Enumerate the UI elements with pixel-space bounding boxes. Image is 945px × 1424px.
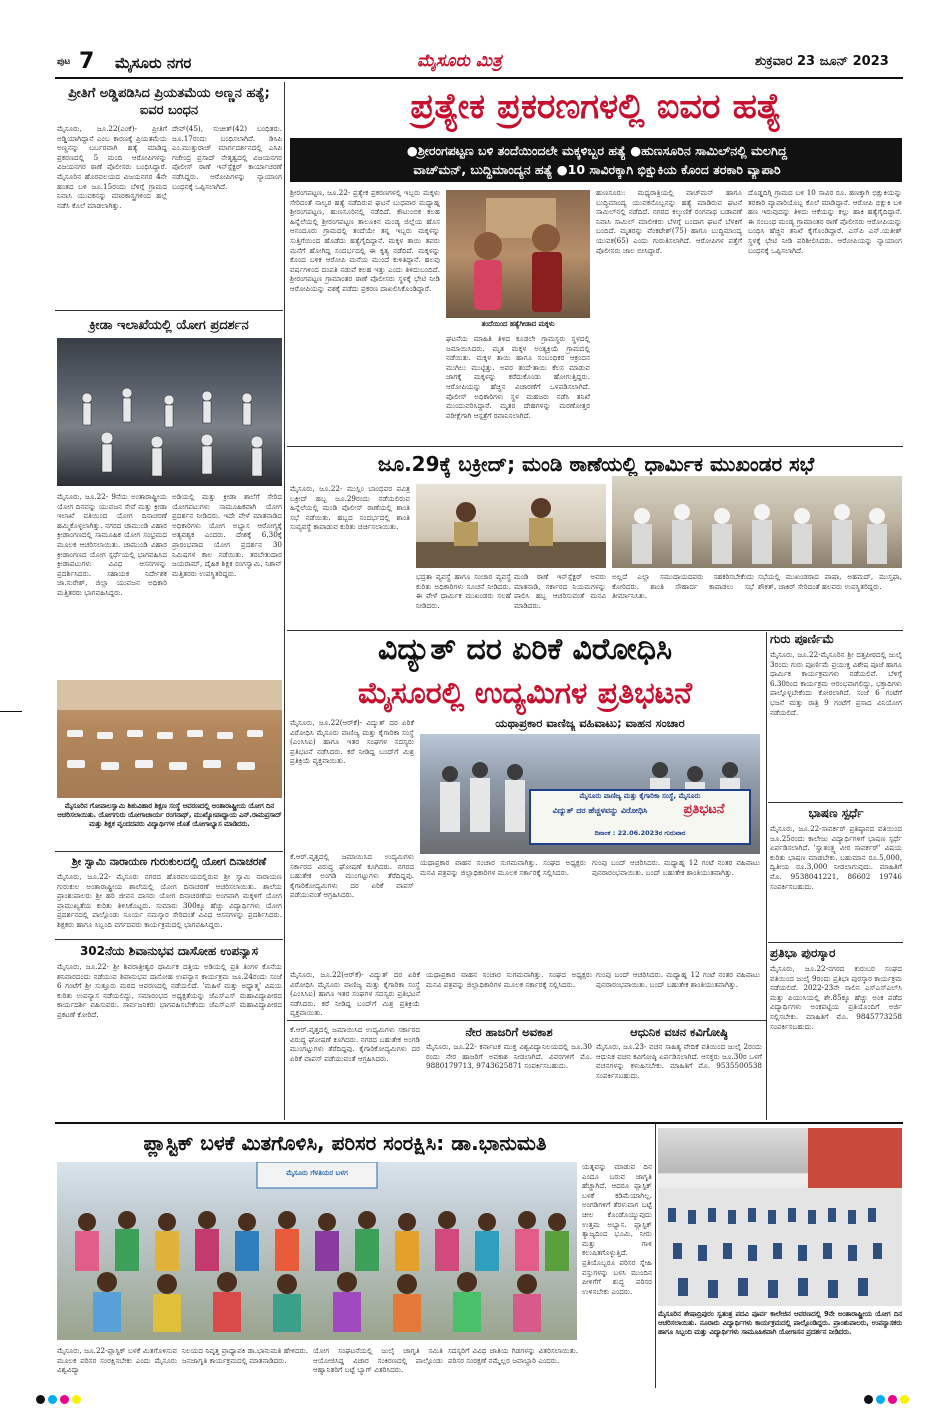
bakrid-col5: ಸಭೆಯಲ್ಲಿ ಮುಖಂಡರಾದ ಪಾಷಾ, ಅಹಮದ್, ಮುಸ್ತಫಾ, ಶೌಕತ್, ಜಾಕಿರ್ ಸೇರಿದಂತೆ ಹಲವರು ಉಪಸ್ಥಿತರಿದ್ದರು. <box>758 572 902 591</box>
lover-story-headline: ಪ್ರೀತಿಗೆ ಅಡ್ಡಿಪಡಿಸಿದ ಪ್ರಿಯತಮೆಯ ಅಣ್ಣನ ಹತ್ಯೆ; ಐವರ ಬಂಧನ <box>68 86 270 118</box>
registration-mark-black <box>864 1395 873 1404</box>
kavi-headline: ಆಧುನಿಕ ವಚನ ಕವಿಗೋಷ್ಠಿ <box>630 1025 728 1039</box>
registration-mark-cyan <box>876 1395 885 1404</box>
bakrid-photo-gathering <box>612 476 902 568</box>
power-protest-photo <box>420 734 760 854</box>
paper-name: ಮೈಸೂರು ಮಿತ್ರ <box>417 51 502 71</box>
plastic-group-photo-women <box>57 1162 577 1340</box>
bakrid-photo-officers-figures <box>416 484 606 568</box>
kavi-body: ಮೈಸೂರು, ಜೂ.23- ವಚನ ಸಾಹಿತ್ಯ ವೇದಿಕೆ ವತಿಯಿಂದ ಜುಲೈ 2ರಂದು ಆಧುನಿಕ ವಚನ ಕವಿಗೋಷ್ಠಿ ಏರ್ಪಡಿಸಲಾಗಿದೆ. ಆಸಕ್ತರು ಜೂ.30ರ ಒಳಗೆ ವಚನಗಳನ್ನು ಕಳುಹಿಸಬೇಕು. ಮಾಹಿತಿಗೆ ಮೊ. 9535500538 ಸಂಪರ್ಕಿಸಬಹುದು. <box>596 1042 762 1080</box>
power-col1-cont: ಮೈಸೂರು, ಜೂ.22(ಆರ್‌ಕೆ)- ವಿದ್ಯುತ್ ದರ ಏರಿಕೆ ವಿರೋಧಿಸಿ ಮೈಸೂರು ವಾಣಿಜ್ಯ ಮತ್ತು ಕೈಗಾರಿಕಾ ಸಂಸ್ಥೆ (ಎಂಸಿಸಿಐ) ಹಾಗೂ ಇತರ ಸಂಘಗಳ ಸದಸ್ಯರು ಪ್ರತಿಭಟನೆ ನಡೆಸಿದರು. ಕರೆ ನೀಡಿದ್ದ ಬಂದ್‌ಗೆ ಮಿಶ್ರ ಪ್ರತಿಕ್ರಿಯೆ ವ್ಯಕ್ತವಾಯಿತು. <box>290 970 420 1018</box>
shivanubhava-headline: 302ನೆಯ ಶಿವಾನುಭವ ದಾಸೋಹ ಉಪನ್ಯಾಸ <box>79 944 259 958</box>
lead-subhead-1: ●ಶ್ರೀರಂಗಪಟ್ಟಣ ಬಳಿ ತಂದೆಯಿಂದಲೇ ಮಕ್ಕಳಿಬ್ಬರ ಹತ್ಯೆ ●ಹುಣಸೂರಿನ ಸಾಮಿಲ್‌ನಲ್ಲಿ ಮಲಗಿದ್ದ <box>406 143 788 158</box>
bakrid-headline: ಜೂ.29ಕ್ಕೆ ಬಕ್ರೀದ್; ಮಂಡಿ ಠಾಣೆಯಲ್ಲಿ ಧಾರ್ಮಿಕ ಮುಖಂಡರ ಸಭೆ <box>377 452 815 476</box>
guru-headline: ಗುರು ಪೂರ್ಣಿಮೆ <box>770 632 835 646</box>
power-headline-1: ವಿದ್ಯುತ್ ದರ ಏರಿಕೆ ವಿರೋಧಿಸಿ <box>377 632 672 667</box>
section-rule <box>55 1122 903 1124</box>
power-col4-cont: ಗುಂಪು ಬಂದ್ ಆಚರಿಸಿದರು. ಮಧ್ಯಾಹ್ನ 12 ಗಂಟೆ ನಂತರ ವಹಿವಾಟು ಪುನರಾರಂಭವಾಯಿತು. ಬಂದ್ ಬಹುತೇಕ ಶಾಂತಿಯುತವಾಗಿತ್ತು. <box>596 970 760 989</box>
neer-headline: ನೇರ ಹಾಜರಿಗೆ ಅವಕಾಶ <box>465 1025 553 1039</box>
page-number: 7 <box>79 49 95 74</box>
masthead <box>55 51 903 75</box>
lead-col1: ಶ್ರೀರಂಗಪಟ್ಟಣ, ಜೂ.22- ಪ್ರತ್ಯೇಕ ಪ್ರಕರಣಗಳಲ್ಲಿ ಇಬ್ಬರು ಮಕ್ಕಳು ಸೇರಿದಂತೆ ನಾಲ್ವರ ಹತ್ಯೆ ನಡೆದಿರುವ ಘಟನೆ ಬುಧವಾರ ಮಧ್ಯಾಹ್ನ ಶ್ರೀರಂಗಪಟ್ಟಣ, ಹುಣಸೂರಿನಲ್ಲಿ ನಡೆದಿದೆ. ಕೌಟುಂಬಿಕ ಕಲಹ ಹಿನ್ನೆಲೆಯಲ್ಲಿ ಶ್ರೀರಂಗಪಟ್ಟಣ ತಾಲೂಕಿನ ಮಂಡ್ಯ ಜಿಲ್ಲೆಯ ಹೊಸ ಆನಂದೂರು ಗ್ರಾಮದಲ್ಲಿ ತಂದೆಯೇ ತನ್ನ ಇಬ್ಬರು ಮಕ್ಕಳನ್ನು ಸುತ್ತಿಗೆಯಿಂದ ಹೊಡೆದು ಹತ್ಯೆಗೈದಿದ್ದಾನೆ. ಮಕ್ಕಳ ತಾಯಿ ತವರು ಮನೆಗೆ ಹೋಗಿದ್ದ ಸಂದರ್ಭದಲ್ಲಿ ಈ ಕೃತ್ಯ ನಡೆದಿದೆ. ಮಕ್ಕಳನ್ನು ಕೊಂದ ಬಳಿಕ ಆರೋಪಿ ಮನೆಯ ಮುಂದೆ ಕುಳಿತಿದ್ದಾನೆ. ಹಲವು ವರ್ಷಗಳಿಂದ ದಂಪತಿ ನಡುವೆ ಕಲಹ ಇತ್ತು ಎಂದು ತಿಳಿದುಬಂದಿದೆ. ಶ್ರೀರಂಗಪಟ್ಟಣ ಗ್ರಾಮಾಂತರ ಠಾಣೆ ಪೊಲೀಸರು ಸ್ಥಳಕ್ಕೆ ಭೇಟಿ ನೀಡಿ ಆರೋಪಿಯನ್ನು ವಶಕ್ಕೆ ಪಡೆದು ಪ್ರಕರಣ ದಾಖಲಿಸಿಕೊಂಡಿದ್ದಾರೆ. <box>290 188 440 293</box>
power-col2-cont: ಕೆ.ಆರ್.ವೃತ್ತದಲ್ಲಿ ಜಮಾಯಿಸಿದ ಉದ್ಯಮಿಗಳು ಸರ್ಕಾರದ ವಿರುದ್ಧ ಘೋಷಣೆ ಕೂಗಿದರು. ನಗರದ ಬಹುತೇಕ ಅಂಗಡಿ ಮುಂಗಟ್ಟುಗಳು ತೆರೆದಿದ್ದವು. ಕೈಗಾರಿಕೋದ್ಯಮಿಗಳು ದರ ಏರಿಕೆ ವಾಪಸ್ ಪಡೆಯುವಂತೆ ಆಗ್ರಹಿಸಿದರು. <box>290 1025 420 1063</box>
divider <box>768 802 903 803</box>
section-name: ಮೈಸೂರು ನಗರ <box>115 54 192 72</box>
power-subheadline: ಯಥಾಪ್ರಕಾರ ವಾಣಿಜ್ಯ ವಹಿವಾಟು; ವಾಹನ ಸಂಚಾರ <box>495 716 685 730</box>
lead-col2: ಘಟನೆಯ ಮಾಹಿತಿ ತಿಳಿದ ಕೂಡಲೇ ಗ್ರಾಮಸ್ಥರು ಸ್ಥಳದಲ್ಲಿ ಜಮಾಯಿಸಿದರು. ಮೃತ ಮಕ್ಕಳ ಅಂತ್ಯಕ್ರಿಯೆ ಗ್ರಾಮದಲ್ಲಿ ನಡೆಯಿತು. ಮಕ್ಕಳ ತಾಯಿ ಹಾಗೂ ಸಂಬಂಧಿಕರ ಆಕ್ರಂದನ ಮುಗಿಲು ಮುಟ್ಟಿತ್ತು. ಅವರ ತಂದೆ-ತಾಯಿ ಕೆಲಸ ಮಾಡುವ ಜಾಗಕ್ಕೆ ಮಕ್ಕಳನ್ನು ಕರೆದುಕೊಂಡು ಹೋಗುತ್ತಿದ್ದರು. ಆರೋಪಿಯನ್ನು ಹೆಚ್ಚಿನ ವಿಚಾರಣೆಗೆ ಒಳಪಡಿಸಲಾಗಿದೆ. ಪೊಲೀಸ್ ಅಧಿಕಾರಿಗಳು ಸ್ಥಳ ಮಹಜರು ನಡೆಸಿ ತನಿಖೆ ಮುಂದುವರಿಸಿದ್ದಾರೆ. ಮೃತರ ದೇಹಗಳನ್ನು ಮರಣೋತ್ತರ ಪರೀಕ್ಷೆಗಾಗಿ ಆಸ್ಪತ್ರೆಗೆ ರವಾನಿಸಲಾಗಿದೆ. <box>446 334 590 420</box>
power-col3-cont: ಯಥಾಪ್ರಕಾರ ವಾಹನ ಸಂಚಾರ ಸುಗಮವಾಗಿತ್ತು. ಸಂಘದ ಅಧ್ಯಕ್ಷರು ಮನವಿ ಪತ್ರವನ್ನು ಜಿಲ್ಲಾಧಿಕಾರಿಗಳ ಮೂಲಕ ಸರ್ಕಾರಕ್ಕೆ ಸಲ್ಲಿಸಿದರು. <box>426 970 592 989</box>
lead-photo-children <box>446 190 590 318</box>
lead-photo <box>446 190 590 318</box>
plastic-side-col: ಯತ್ನವನ್ನು ಮಾಡುವ ದಿನ ಎಂದೂ ಬರುವ ಜಾಗೃತಿ ಹೆಚ್ಚಾಗಿದೆ. ಆದರೂ ಪ್ಲಾಸ್ಟಿಕ್ ಬಳಕೆ ಕಡಿಮೆಯಾಗಿಲ್ಲ. ಅಂಗಡಿಗಳಿಗೆ ತೆರಳುವಾಗ ಬಟ್ಟೆ ಚೀಲ ಕೊಂಡೊಯ್ಯುವುದು ಉತ್ತಮ ಅಭ್ಯಾಸ. ಪ್ಲಾಸ್ಟಿಕ್ ತ್ಯಾಜ್ಯದಿಂದ ಭೂಮಿ, ನೀರು ಮತ್ತು ಗಾಳಿ ಕಲುಷಿತಗೊಳ್ಳುತ್ತಿದೆ. ಪ್ರತಿಯೊಬ್ಬರೂ ಪರಿಸರ ಸ್ನೇಹಿ ವಸ್ತುಗಳನ್ನು ಬಳಸಿ ಮುಂದಿನ ಪೀಳಿಗೆಗೆ ಶುದ್ಧ ಪರಿಸರ ಉಳಿಸಬೇಕು ಎಂದರು. <box>582 1162 652 1296</box>
guru-body: ಮೈಸೂರು, ಜೂ.22-ಮೈಸೂರಿನ ಶ್ರೀ ದತ್ತಪೀಠದಲ್ಲಿ ಜುಲೈ 3ರಂದು ಗುರು ಪೂರ್ಣಿಮೆ ಪ್ರಯುಕ್ತ ವಿಶೇಷ ಪೂಜೆ ಹಾಗೂ ಧಾರ್ಮಿಕ ಕಾರ್ಯಕ್ರಮಗಳು ನಡೆಯಲಿವೆ. ಬೆಳಿಗ್ಗೆ 6.30ರಿಂದ ಕಾರ್ಯಕ್ರಮ ಆರಂಭವಾಗಲಿದ್ದು, ಭಕ್ತಾದಿಗಳು ಪಾಲ್ಗೊಳ್ಳಬೇಕೆಂದು ಕೋರಲಾಗಿದೆ. ಸಂಜೆ 6 ಗಂಟೆಗೆ ಭಜನೆ ಮತ್ತು ರಾತ್ರಿ 9 ಗಂಟೆಗೆ ಪ್ರಸಾದ ವಿನಿಯೋಗ ನಡೆಯಲಿದೆ. <box>770 650 902 717</box>
shivanubhava-body: ಮೈಸೂರು, ಜೂ.22- ಶ್ರೀ ಶಿವರಾತ್ರೀಶ್ವರ ಧಾರ್ಮಿಕ ದತ್ತಿಯ ಅಡಿಯಲ್ಲಿ ಪ್ರತಿ ತಿಂಗಳ ಕೊನೆಯ ಶನಿವಾರದಂದು ನಡೆಯುವ ಶಿವಾನುಭವ ದಾಸೋಹ ಉಪನ್ಯಾಸ ಕಾರ್ಯಕ್ರಮ ಜೂ.24ರಂದು ಸಂಜೆ 6 ಗಂಟೆಗೆ ಶ್ರೀ ಸುತ್ತೂರು ಮಠದ ಆವರಣದಲ್ಲಿ ನಡೆಯಲಿದೆ. 'ಮಹಿಳೆ ಮತ್ತು ಅಧ್ಯಾತ್ಮ' ವಿಷಯ ಕುರಿತು ಉಪನ್ಯಾಸ ನಡೆಯಲಿದ್ದು, ಸಮಾರಂಭದ ಅಧ್ಯಕ್ಷತೆಯನ್ನು ಜೆಎಸ್‌ಎಸ್ ಮಹಾವಿದ್ಯಾಪೀಠದ ಕಾರ್ಯದರ್ಶಿ ವಹಿಸುವರು. ಸಾರ್ವಜನಿಕರು ಭಾಗವಹಿಸಬೇಕೆಂದು ಜೆಎಸ್‌ಎಸ್ ಮಹಾವಿದ್ಯಾಪೀಠದ ಪ್ರಕಟಣೆ ಕೋರಿದೆ. <box>57 962 282 1019</box>
protest-banner-date: ದಿನಾಂಕ : 22.06.2023ರ ಗುರುವಾರ <box>594 829 686 837</box>
bakrid-col4: ಅಲ್ಲದೆ ಎಲ್ಲಾ ಸಮುದಾಯದವರು ಸಹಕರಿಸಬೇಕೆಂದು ಕೋರಿದರು. ಶಾಂತಿ ಸೌಹಾರ್ದ ಕಾಪಾಡಲು ಸಭೆ ತೀರ್ಮಾನಿಸಿತು. <box>612 572 754 601</box>
registration-mark-magenta <box>888 1395 897 1404</box>
plastic-banner-text: ಮೈಸೂರು ಗೆಳತಿಯರ ಬಳಗ <box>286 1169 348 1177</box>
power-col1: ಮೈಸೂರು, ಜೂ.22(ಆರ್‌ಕೆ)- ವಿದ್ಯುತ್ ದರ ಏರಿಕೆ ವಿರೋಧಿಸಿ ಮೈಸೂರು ವಾಣಿಜ್ಯ ಮತ್ತು ಕೈಗಾರಿಕಾ ಸಂಸ್ಥೆ (ಎಂಸಿಸಿಐ) ಹಾಗೂ ಇತರ ಸಂಘಗಳ ಸದಸ್ಯರು ಪ್ರತಿಭಟನೆ ನಡೆಸಿದರು. ಕರೆ ನೀಡಿದ್ದ ಬಂದ್‌ಗೆ ಮಿಶ್ರ ಪ್ರತಿಕ್ರಿಯೆ ವ್ಯಕ್ತವಾಯಿತು. <box>290 718 414 766</box>
divider <box>768 942 903 943</box>
plastic-col4: ಸದಸ್ಯರಿಗೆ ವಿವಿಧ ಜಾತಿಯ ಗಿಡಗಳನ್ನು ವಿತರಿಸಲಾಯಿತು. ಪರಿಸರ ಸಂರಕ್ಷಣೆ ನಮ್ಮೆಲ್ಲರ ಜವಾಬ್ದಾರಿ ಎಂದರು. <box>448 1346 578 1365</box>
registration-mark-cyan <box>48 1395 57 1404</box>
college-yoga-photo <box>658 1128 902 1306</box>
power-col3: ಯಥಾಪ್ರಕಾರ ವಾಹನ ಸಂಚಾರ ಸುಗಮವಾಗಿತ್ತು. ಸಂಘದ ಅಧ್ಯಕ್ಷರು ಮನವಿ ಪತ್ರವನ್ನು ಜಿಲ್ಲಾಧಿಕಾರಿಗಳ ಮೂಲಕ ಸರ್ಕಾರಕ್ಕೆ ಸಲ್ಲಿಸಿದರು. <box>420 858 586 877</box>
protest-banner-line2: ವಿದ್ಯುತ್ ದರ ಹೆಚ್ಚಳವನ್ನು ವಿರೋಧಿಸಿ <box>552 806 648 815</box>
bakrid-col2: ಭದ್ರತಾ ವ್ಯವಸ್ಥೆ ಹಾಗೂ ಸಂಚಾರ ವ್ಯವಸ್ಥೆ ಕುರಿತು ಅಧಿಕಾರಿಗಳು ಸೂಚನೆ ನೀಡಿದರು. ಈ ವೇಳೆ ಧಾರ್ಮಿಕ ಮುಖಂಡರು ಸಲಹೆ ನೀಡಿದರು. <box>416 572 511 610</box>
speech-body: ಮೈಸೂರು, ಜೂ.22-ಸಾವರ್ಕರ್ ಪ್ರತಿಷ್ಠಾನದ ವತಿಯಿಂದ ಜೂ.25ರಂದು ಕಾಲೇಜು ವಿದ್ಯಾರ್ಥಿಗಳಿಗೆ ಭಾಷಣ ಸ್ಪರ್ಧೆ ಏರ್ಪಡಿಸಲಾಗಿದೆ. 'ಸ್ವಾತಂತ್ರ್ಯ ವೀರ ಸಾವರ್ಕರ್' ವಿಷಯ ಕುರಿತು ಭಾಷಣ ಮಾಡಬೇಕು. ಬಹುಮಾನ ರೂ.5,000, ದ್ವಿತೀಯ ರೂ.3,000 ನೀಡಲಾಗುವುದು. ಮಾಹಿತಿಗೆ ಮೊ. 9538041221, 86602 19746 ಸಂಪರ್ಕಿಸಬಹುದು. <box>770 824 902 891</box>
gurukula-headline: ಶ್ರೀ ಸ್ವಾಮಿ ನಾರಾಯಣ ಗುರುಕುಲದಲ್ಲಿ ಯೋಗ ದಿನಾಚರಣೆ <box>71 856 267 868</box>
registration-mark-yellow <box>900 1395 909 1404</box>
bakrid-col1: ಮೈಸೂರು, ಜೂ.22- ಮುಸ್ಲಿಂ ಬಾಂಧವರ ಪವಿತ್ರ ಬಕ್ರೀದ್ ಹಬ್ಬ ಜೂ.29ರಂದು ನಡೆಯಲಿರುವ ಹಿನ್ನೆಲೆಯಲ್ಲಿ ಮಂಡಿ ಪೊಲೀಸ್ ಠಾಣೆಯಲ್ಲಿ ಶಾಂತಿ ಸಭೆ ನಡೆಯಿತು. ಹಬ್ಬದ ಸಂದರ್ಭದಲ್ಲಿ ಶಾಂತಿ ಸುವ್ಯವಸ್ಥೆ ಕಾಪಾಡುವ ಕುರಿತು ಚರ್ಚಿಸಲಾಯಿತು. <box>290 484 410 532</box>
plastic-col2: ನಿಲಯದ ನಿವೃತ್ತ ಪ್ರಾಧ್ಯಾಪಕಿ ಡಾ.ಭಾನುಮತಿ ಹೇಳಿದರು. ಜನಜಾಗೃತಿ ಕಾರ್ಯಕ್ರಮದಲ್ಲಿ ಮಾತನಾಡಿದರು. <box>182 1346 308 1365</box>
power-col2: ಕೆ.ಆರ್.ವೃತ್ತದಲ್ಲಿ ಜಮಾಯಿಸಿದ ಉದ್ಯಮಿಗಳು ಸರ್ಕಾರದ ವಿರುದ್ಧ ಘೋಷಣೆ ಕೂಗಿದರು. ನಗರದ ಬಹುತೇಕ ಅಂಗಡಿ ಮುಂಗಟ್ಟುಗಳು ತೆರೆದಿದ್ದವು. ಕೈಗಾರಿಕೋದ್ಯಮಿಗಳು ದರ ಏರಿಕೆ ವಾಪಸ್ ಪಡೆಯುವಂತೆ ಆಗ್ರಹಿಸಿದರು. <box>290 852 414 900</box>
column-rule <box>284 82 285 1120</box>
award-headline: ಪ್ರತಿಭಾ ಪುರಸ್ಕಾರ <box>770 946 836 960</box>
lead-headline: ಪ್ರತ್ಯೇಕ ಪ್ರಕರಣಗಳಲ್ಲಿ ಐವರ ಹತ್ಯೆ <box>410 87 782 127</box>
protest-banner-line3: ಪ್ರತಿಭಟನೆ <box>683 802 725 817</box>
divider <box>55 851 283 852</box>
yoga-school-caption: ಮೈಸೂರಿನ ಗೋಪಾಲಸ್ವಾಮಿ ಶಿಶುವಿಹಾರ ಶಿಕ್ಷಣ ಸಂಸ್ಥೆ ಆವರಣದಲ್ಲಿ ಅಂತಾರಾಷ್ಟ್ರೀಯ ಯೋಗ ದಿನ ಆಚರಿಸಲಾಯಿತು. ಯೋಗಗುರು ಯೋಗಾಚಾರ್ಯ ರಂಗನಾಥ್, ಮುಖ್ಯೋಪಾಧ್ಯಾಯ ಎನ್.ರಾಮಪ್ರಸಾದ್ ಮತ್ತು ಶಿಕ್ಷಕ ವೃಂದದವರು ವಿದ್ಯಾರ್ಥಿಗಳ ಜೊತೆ ಯೋಗಾಭ್ಯಾಸ ಮಾಡಿದರು. <box>57 802 282 828</box>
divider <box>287 1020 767 1021</box>
yoga-sports-photo <box>57 338 282 486</box>
divider <box>55 310 283 311</box>
yoga-sports-headline: ಕ್ರೀಡಾ ಇಲಾಖೆಯಲ್ಲಿ ಯೋಗ ಪ್ರದರ್ಶನ <box>89 318 249 333</box>
crop-mark <box>0 711 22 712</box>
lead-col4: ದೊಡ್ಡದಿಗ್ಗಿ ಗ್ರಾಮದ ಬಳಿ 10 ಸಾವಿರ ರೂ. ಹಣಕ್ಕಾಗಿ ಭಿಕ್ಷುಕಿಯನ್ನು ತರಕಾರಿ ವ್ಯಾಪಾರಿಯೊಬ್ಬ ಕೊಲೆ ಮಾಡಿದ್ದಾನೆ. ಆರೋಪಿ ಭಿಕ್ಷುಕಿ ಬಳಿ ಹಣ ಇರುವುದನ್ನು ತಿಳಿದು ಆಕೆಯನ್ನು ಕಲ್ಲು ಹಾಕಿ ಹತ್ಯೆಗೈದಿದ್ದಾನೆ. ಈ ಸಂಬಂಧ ಮಂಡ್ಯ ಗ್ರಾಮಾಂತರ ಠಾಣೆ ಪೊಲೀಸರು ಆರೋಪಿಯನ್ನು ಬಂಧಿಸಿ ಹೆಚ್ಚಿನ ತನಿಖೆ ಕೈಗೊಂಡಿದ್ದಾರೆ. ಎಸ್‌ಪಿ ಎನ್.ಯತೀಶ್ ಸ್ಥಳಕ್ಕೆ ಭೇಟಿ ನೀಡಿ ಪರಿಶೀಲಿಸಿದರು. ಆರೋಪಿಯನ್ನು ನ್ಯಾಯಾಂಗ ಬಂಧನಕ್ಕೆ ಒಪ್ಪಿಸಲಾಗಿದೆ. <box>748 188 902 255</box>
power-col4: ಗುಂಪು ಬಂದ್ ಆಚರಿಸಿದರು. ಮಧ್ಯಾಹ್ನ 12 ಗಂಟೆ ನಂತರ ವಹಿವಾಟು ಪುನರಾರಂಭವಾಯಿತು. ಬಂದ್ ಬಹುತೇಕ ಶಾಂತಿಯುತವಾಗಿತ್ತು. <box>592 858 760 877</box>
speech-headline: ಭಾಷಣ ಸ್ಪರ್ಧೆ <box>808 806 864 820</box>
issue-date: ಶುಕ್ರವಾರ 23 ಜೂನ್ 2023 <box>755 54 889 69</box>
column-rule <box>766 632 767 1120</box>
power-headline-2: ಮೈಸೂರಲ್ಲಿ ಉದ್ಯಮಿಗಳ ಪ್ರತಿಭಟನೆ <box>357 676 693 711</box>
college-yoga-caption: ಮೈಸೂರಿನ ಶೇಷಾದ್ರಿಪುರಂ ಸ್ವತಂತ್ರ ಪದವಿ ಪೂರ್ವ ಕಾಲೇಜಿನ ಆವರಣದಲ್ಲಿ 9ನೇ ಅಂತಾರಾಷ್ಟ್ರೀಯ ಯೋಗ ದಿನ ಆಚರಿಸಲಾಯಿತು. ನೂರಾರು ವಿದ್ಯಾರ್ಥಿಗಳು ಕಾರ್ಯಕ್ರಮದಲ್ಲಿ ಪಾಲ್ಗೊಂಡಿದ್ದರು. ಪ್ರಾಂಶುಪಾಲರು, ಉಪನ್ಯಾಸಕರು ಹಾಗೂ ಸಿಬ್ಬಂದಿ ಮತ್ತು ವಿದ್ಯಾರ್ಥಿಗಳು ಸಾಮೂಹಿಕವಾಗಿ ಯೋಗಾಸನ ಪ್ರದರ್ಶನ ನೀಡಿದರು. <box>658 1310 902 1336</box>
yoga-sports-photo-figures <box>57 338 282 486</box>
bakrid-photo-officers <box>416 484 606 568</box>
yoga-sports-col2: ಅಡಿಯಲ್ಲಿ ಮತ್ತು ಕ್ರೀಡಾ ಶಾಲೆಗೆ ಸೇರಿದ ಯೋಗಪಟುಗಳು ಸಾಮೂಹಿಕವಾಗಿ ಯೋಗ ಪ್ರದರ್ಶನ ನೀಡಿದರು. ಇದೇ ವೇಳೆ ಮಾತನಾಡಿದ ಅಧಿಕಾರಿಗಳು ಯೋಗ ಅಭ್ಯಾಸ ಆರೋಗ್ಯಕ್ಕೆ ಅತ್ಯವಶ್ಯಕ ಎಂದರು. ದೇಶಕ್ಕೆ 6,30ಕ್ಕೆ ಪ್ರಾರಂಭವಾದ ಯೋಗ ಪ್ರದರ್ಶನ 30 ನಿಮಿಷಗಳ ಕಾಲ ನಡೆಯಿತು. ತರಬೇತುದಾರ ಜಯರಾಮ್, ದೈಹಿಕ ಶಿಕ್ಷಕ ರಂಗಸ್ವಾಮಿ, ನಿಶಾನ್ ಮತ್ತಿತರರು ಉಪಸ್ಥಿತರಿದ್ದರು. <box>172 492 282 578</box>
plastic-headline: ಪ್ಲಾಸ್ಟಿಕ್ ಬಳಕೆ ಮಿತಗೊಳಿಸಿ, ಪರಿಸರ ಸಂರಕ್ಷಿಸಿ: ಡಾ.ಭಾನುಮತಿ <box>143 1131 547 1155</box>
college-yoga-photo-students <box>658 1128 902 1306</box>
registration-mark-black <box>36 1395 45 1404</box>
protest-banner-line1: ಮೈಸೂರು ವಾಣಿಜ್ಯ ಮತ್ತು ಕೈಗಾರಿಕಾ ಸಂಸ್ಥೆ, ಮೈಸೂರು <box>579 792 701 800</box>
yoga-sports-col1: ಮೈಸೂರು, ಜೂ.22- 9ನೆಯ ಅಂತಾರಾಷ್ಟ್ರೀಯ ಯೋಗ ದಿನವನ್ನು ಯುವಜನ ಸೇವೆ ಮತ್ತು ಕ್ರೀಡಾ ಇಲಾಖೆ ವತಿಯಿಂದ ಯೋಗ ದಿನಾಚರಣೆ ಹಮ್ಮಿಕೊಳ್ಳಲಾಗಿತ್ತು. ನಗರದ ಚಾಮುಂಡಿ ವಿಹಾರ ಕ್ರೀಡಾಂಗಣದಲ್ಲಿ ಸಾಮೂಹಿಕ ಯೋಗ ಸಂಭ್ರಮದ ಮೂಲಕ ಆಚರಿಸಲಾಯಿತು. ಚಾಮುಂಡಿ ವಿಹಾರ ಕ್ರೀಡಾಂಗಣದ ಯೋಗ ಸ್ಪರ್ಧೆಯಲ್ಲಿ ಭಾಗವಹಿಸಿದ ಕ್ರೀಡಾಪಟುಗಳು ವಿವಿಧ ಆಸನಗಳನ್ನು ಪ್ರದರ್ಶಿಸಿದರು. ಸಹಾಯಕ ನಿರ್ದೇಶಕ ಜಾ.ಸುರೇಶ್, ಜಿಲ್ಲಾ ಯುವಜನ ಅಧಿಕಾರಿ ಮತ್ತಿತರರು ಭಾಗವಹಿಸಿದ್ದರು. <box>57 492 167 597</box>
column-rule <box>655 1124 656 1388</box>
page-label: ಪುಟ <box>57 57 71 67</box>
masthead-rule <box>55 77 903 79</box>
award-body: ಮೈಸೂರು, ಜೂ.22-ನಗರದ ಕುರುಬರ ಸಂಘದ ವತಿಯಿಂದ ಜುಲೈ 9ರಂದು ಪ್ರತಿಭಾ ಪುರಸ್ಕಾರ ಕಾರ್ಯಕ್ರಮ ನಡೆಯಲಿದೆ. 2022-23ನೇ ಸಾಲಿನ ಎಸ್‌ಎಸ್‌ಎಲ್‌ಸಿ ಮತ್ತು ಪಿಯುಸಿಯಲ್ಲಿ ಶೇ.85ಕ್ಕೂ ಹೆಚ್ಚು ಅಂಕ ಪಡೆದ ವಿದ್ಯಾರ್ಥಿಗಳು ಅಂಕಪಟ್ಟಿಯ ಪ್ರತಿಯೊಂದಿಗೆ ಅರ್ಜಿ ಸಲ್ಲಿಸಬೇಕು. ಮಾಹಿತಿಗೆ ಮೊ. 9845773258 ಸಂಪರ್ಕಿಸಬಹುದು. <box>770 964 902 1031</box>
yoga-school-photo <box>57 680 282 798</box>
lover-story-col1: ಮೈಸೂರು, ಜೂ.22(ಎಂಕೆ)- ಪ್ರೀತಿಗೆ ಅಡ್ಡಿಯಾಗಿದ್ದಾನೆ ಎಂಬ ಕಾರಣಕ್ಕೆ ಪ್ರಿಯತಮೆಯ ಅಣ್ಣನನ್ನು ಬರ್ಬರವಾಗಿ ಹತ್ಯೆ ಮಾಡಿದ್ದ ಪ್ರಕರಣದಲ್ಲಿ 5 ಮಂದಿ ಆರೋಪಿಗಳನ್ನು ವಿಜಯನಗರ ಠಾಣೆ ಪೊಲೀಸರು ಬಂಧಿಸಿದ್ದಾರೆ. ಮೈಸೂರಿನ ಹೊರವಲಯದ ವಿಜಯನಗರ 4ನೇ ಹಂತದ ಬಳಿ ಜೂ.15ರಂದು ಬೆಳಿಗ್ಗೆ ಗ್ರಾಮದ ನಿವಾಸಿ ಯುವಕನನ್ನು ಮಾರಕಾಸ್ತ್ರಗಳಿಂದ ಹಲ್ಲೆ ನಡೆಸಿ ಕೊಲೆ ಮಾಡಲಾಗಿತ್ತು. <box>57 124 167 210</box>
lead-subhead-2: ವಾಚ್‌ಮನ್, ಬುದ್ಧಿಮಾಂದ್ಯನ ಹತ್ಯೆ ●10 ಸಾವಿರಕ್ಕಾಗಿ ಭಿಕ್ಷುಕಿಯ ಕೊಂದ ತರಕಾರಿ ವ್ಯಾಪಾರಿ <box>413 162 781 177</box>
plastic-col1: ಮೈಸೂರು, ಜೂ.22-ಪ್ಲಾಸ್ಟಿಕ್ ಬಳಕೆ ಮಿತಗೊಳಿಸುವ ಮೂಲಕ ಪರಿಸರ ಸಂರಕ್ಷಿಸಬೇಕು ಎಂದು ಮೈಸೂರು ವಿಶ್ವವಿದ್ಯಾ <box>57 1346 177 1375</box>
plastic-col3: ಯೋಗ ಸಂಘಟನೆಯಲ್ಲಿ ಜುಲೈ ಜಾಗೃತಿ ಸಮಿತಿ ಆಯೋಜಿಸಿದ್ದ ವಿಚಾರ ಸಂಕಿರಣದಲ್ಲಿ ಪಾಲ್ಗೊಂಡು ಆಹ್ವಾನಿತರಿಗೆ ಬಟ್ಟೆ ಬ್ಯಾಗ್ ವಿತರಿಸಿದರು. <box>313 1346 443 1375</box>
plastic-group-photo <box>57 1162 577 1340</box>
gurukula-body: ಮೈಸೂರು, ಜೂ.22- ಮೈಸೂರು ನಗರದ ಹೊರವಲಯದಲ್ಲಿರುವ ಶ್ರೀ ಸ್ವಾಮಿ ನಾರಾಯಣ ಗುರುಕುಲ ಅಂತಾರಾಷ್ಟ್ರೀಯ ಶಾಲೆಯಲ್ಲಿ ಯೋಗ ದಿನಾಚರಣೆ ಆಚರಿಸಲಾಯಿತು. ಶಾಲೆಯ ಪ್ರಾಂಶುಪಾಲರು ಶ್ರೀ ಹರಿ ಜೀವನ ದಾಸರು ಯೋಗ ದಿನಾಚರಣೆಯ ಅಂಗವಾಗಿ ಮಕ್ಕಳಿಗೆ ಯೋಗ ಪ್ರಾಮುಖ್ಯತೆಯ ಕುರಿತು ತಿಳಿಸಿಕೊಟ್ಟರು. ಸುಮಾರು 300ಕ್ಕೂ ಹೆಚ್ಚು ವಿದ್ಯಾರ್ಥಿಗಳು ಯೋಗ ಪ್ರದರ್ಶನದಲ್ಲಿ ಪಾಲ್ಗೊಂಡು ಸೂರ್ಯ ನಮಸ್ಕಾರ ಸೇರಿದಂತೆ ವಿವಿಧ ಆಸನಗಳನ್ನು ಪ್ರದರ್ಶಿಸಿದರು. ಶಿಕ್ಷಕರು ಹಾಗೂ ಸಿಬ್ಬಂದಿ ವರ್ಗದವರು ಕಾರ್ಯಕ್ರಮದಲ್ಲಿ ಭಾಗವಹಿಸಿದ್ದರು. <box>57 872 282 929</box>
bakrid-photo-gathering-figures <box>612 476 902 568</box>
registration-mark-yellow <box>72 1395 81 1404</box>
lead-col3: ಹುಣಸೂರು: ಮಧ್ಯರಾತ್ರಿಯಲ್ಲಿ ವಾಚ್‌ಮನ್ ಹಾಗೂ ಬುದ್ಧಿಮಾಂದ್ಯ ಯುವಕನೊಬ್ಬನನ್ನು ಹತ್ಯೆ ಮಾಡಿರುವ ಘಟನೆ ಸಾಮಿಲ್‌ನಲ್ಲಿ ನಡೆದಿದೆ. ನಗರದ ಕಲ್ಕುಣಿಕೆ ರಂಗನಾಥ ಬಡಾವಣೆ ನಿವಾಸಿ ಸಾಮಿಲ್ ಮಾಲೀಕರು ಬೆಳಗ್ಗೆ ಬಂದಾಗ ಘಟನೆ ಬೆಳಕಿಗೆ ಬಂದಿದೆ. ಮೃತರನ್ನು ವೆಂಕಟೇಶ್(75) ಹಾಗೂ ಬುದ್ಧಿಮಾಂದ್ಯ ಯುವಕ(65) ಎಂದು ಗುರುತಿಸಲಾಗಿದೆ. ಆರೋಪಿಗಳ ಪತ್ತೆಗೆ ಪೊಲೀಸರು ಜಾಲ ಬೀಸಿದ್ದಾರೆ. <box>596 188 742 255</box>
neer-body: ಮೈಸೂರು, ಜೂ.22- ಕರ್ನಾಟಕ ಮುಕ್ತ ವಿಶ್ವವಿದ್ಯಾನಿಲಯದಲ್ಲಿ ಜೂ.30 ರಂದು ನೇರ ಹಾಜರಿಗೆ ಅವಕಾಶ ನೀಡಲಾಗಿದೆ. ವಿವರಗಳಿಗೆ ಮೊ. 9880179713, 9743625871 ಸಂಪರ್ಕಿಸಬಹುದು. <box>426 1042 592 1071</box>
lover-story-col2: ದೇವ್(45), ಸುಚೀತ್(42) ಬಂಧಿತರು. ಜೂ.17ರಂದು ಬಂಧಿಸಲಾಗಿದೆ. ಡಿಸಿಪಿ ಎಂ.ಮುತ್ತುರಾಜ್ ಮಾರ್ಗದರ್ಶನದಲ್ಲಿ ಎಸಿಪಿ ಗಜೇಂದ್ರ ಪ್ರಸಾದ್ ನೇತೃತ್ವದಲ್ಲಿ ವಿಜಯನಗರ ಪೊಲೀಸ್ ಠಾಣೆ ಇನ್‌ಸ್ಪೆಕ್ಟರ್ ಕಾರ್ಯಾಚರಣೆ ನಡೆಸಿದ್ದರು. ಆರೋಪಿಗಳನ್ನು ನ್ಯಾಯಾಂಗ ಬಂಧನಕ್ಕೆ ಒಪ್ಪಿಸಲಾಗಿದೆ. <box>172 124 282 191</box>
divider <box>55 939 283 940</box>
lead-photo-caption: ತಂದೆಯಿಂದ ಹತ್ಯೆಗೀಡಾದ ಮಕ್ಕಳು <box>481 320 555 328</box>
registration-mark-magenta <box>60 1395 69 1404</box>
divider <box>287 446 903 447</box>
bakrid-col3: ಮಂಡಿ ಠಾಣೆ ಇನ್‌ಸ್ಪೆಕ್ಟರ್ ಅವರು ಮಾತನಾಡಿ, ಸರ್ಕಾರದ ನಿಯಮಗಳನ್ನು ಪಾಲಿಸಿ ಹಬ್ಬ ಆಚರಿಸುವಂತೆ ಮನವಿ ಮಾಡಿದರು. <box>514 572 606 610</box>
yoga-school-photo-figures <box>57 680 282 798</box>
